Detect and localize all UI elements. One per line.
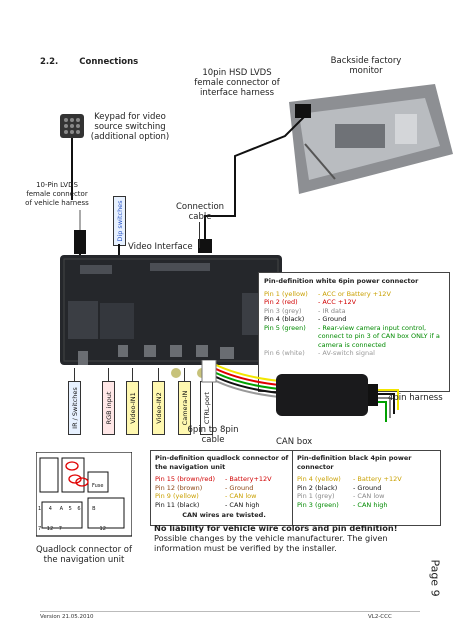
- pin-row: [264, 349, 444, 358]
- pin-description: - Ground: [225, 483, 254, 492]
- pin-description: - CAN low: [353, 492, 385, 500]
- footer-doc: VL2-CCC: [368, 614, 392, 620]
- pin-label: Pin 1 (yellow): [264, 289, 308, 298]
- pin-label: Pin 2 (black): [297, 483, 338, 492]
- liability-note: [154, 523, 414, 553]
- pin-description: - CAN high: [353, 500, 388, 509]
- pin-row: [155, 492, 293, 501]
- pin-label: Pin 11 (black): [155, 500, 200, 509]
- pin-row: [155, 501, 293, 510]
- quadlock-pin-title: Pin-definition quadlock connector of the navigation unit: [155, 454, 289, 471]
- port-label-line: [158, 368, 159, 381]
- dip-switches-label: Dip switches: [113, 196, 126, 246]
- port-label-line: [184, 368, 185, 381]
- pin-description: - Rear-view camera input control, connect to pin 3 of CAN box ONLY if a camera is connected: [318, 323, 440, 349]
- pin-description: - Battery +12V: [353, 475, 402, 483]
- port-label-line: [74, 368, 75, 381]
- quadlock-pin-numbers: 1 4 A 5 6 B: [38, 506, 96, 512]
- section-title: Connections: [79, 57, 139, 67]
- pin-label: Pin 15 (brown/red): [155, 475, 216, 483]
- pin-label: Pin 2 (red): [264, 298, 298, 306]
- port-label: [126, 381, 139, 435]
- port-label-text: RGB input: [104, 391, 113, 425]
- hsd-connector-label: 10pin HSD LVDS female connector of interface harness: [194, 68, 280, 98]
- port-label-text: CTRL-port: [202, 391, 211, 425]
- pin-label: Pin 1 (grey): [297, 492, 335, 500]
- port-label: [68, 381, 81, 435]
- pin-description: - ACC or Battery +12V: [318, 289, 391, 298]
- hsd-cable: [195, 96, 315, 256]
- port-label: [102, 381, 115, 435]
- video-interface-label: Video Interface: [128, 242, 193, 252]
- port-label-line: [132, 368, 133, 381]
- footer-rule: [40, 611, 420, 612]
- pin-description: - CAN low: [225, 492, 257, 500]
- pin-description: - CAN high: [225, 500, 260, 509]
- port-label-text: Video-IN2: [154, 392, 163, 424]
- liability-title: No liability for vehicle wire colors and pin definition!: [154, 523, 398, 533]
- section-heading: [40, 57, 156, 67]
- port-label-line: [108, 368, 109, 381]
- pin-row: [297, 475, 436, 484]
- port-label-text: IR / Switches: [70, 387, 79, 429]
- 6pin-cable-label: 6pin to 8pin cable: [187, 425, 239, 445]
- pin-row: [297, 501, 436, 510]
- lvds10-label: 10-Pin LVDS female connector of vehicle harness: [25, 181, 89, 207]
- pin-row: [264, 290, 444, 299]
- liability-text: Possible changes by the vehicle manufacturer. The given information must be verified by the installer.: [154, 533, 388, 553]
- can-box-label: CAN box: [276, 437, 313, 447]
- pin-label: Pin 4 (yellow): [297, 475, 341, 483]
- pin-row: [264, 315, 444, 324]
- connection-cable-line: [199, 222, 200, 248]
- pin-description: - ACC +12V: [318, 298, 357, 306]
- pin-description: - Ground: [318, 315, 347, 323]
- power-6pin-title: Pin-definition white 6pin power connector: [264, 277, 419, 285]
- pin-label: Pin 3 (green): [297, 500, 339, 509]
- pin-label: Pin 4 (black): [264, 315, 305, 323]
- black-4pin-rows: [297, 475, 436, 509]
- pin-row: [297, 492, 436, 501]
- pin-row: [264, 324, 444, 350]
- black-4pin-box: [292, 450, 441, 526]
- pin-row: [155, 475, 293, 484]
- can-twisted-note: CAN wires are twisted.: [182, 511, 266, 519]
- port-label-text: Video-IN1: [128, 392, 137, 424]
- pin-description: - Ground: [353, 483, 382, 492]
- pin-description: - Battery+12V: [225, 475, 272, 483]
- footer-version: Version 21.05.2010: [40, 614, 94, 620]
- quadlock-pin-rows: [155, 475, 293, 509]
- pin-label: Pin 6 (white): [264, 349, 305, 357]
- quadlock-label: Quadlock connector of the navigation unit: [35, 545, 132, 565]
- power-6pin-rows: [264, 290, 444, 358]
- monitor-label: Backside factory monitor: [330, 56, 402, 76]
- pin-label: Pin 9 (yellow): [155, 492, 199, 500]
- black-4pin-title: Pin-definition black 4pin power connector: [297, 454, 412, 471]
- pin-description: - IR data: [318, 306, 346, 315]
- quadlock-pin-numbers-bottom: 7 12 7 12: [38, 526, 106, 532]
- keypad-label: Keypad for video source switching (additional option): [90, 112, 170, 142]
- pin-row: [297, 484, 436, 493]
- connection-cable-label: Connection cable: [175, 202, 225, 222]
- pin-row: [155, 484, 293, 493]
- port-label: [152, 381, 165, 435]
- pin-row: [264, 307, 444, 316]
- pin-label: Pin 5 (green): [264, 323, 306, 332]
- pin-row: [264, 298, 444, 307]
- port-label-text: Camera-IN: [180, 390, 189, 426]
- pin-description: - AV-switch signal: [318, 349, 375, 357]
- quadlock-pin-box: [150, 450, 298, 526]
- pin-label: Pin 3 (grey): [264, 306, 302, 315]
- svg-text:Fuse: Fuse: [92, 483, 104, 489]
- pin-label: Pin 12 (brown): [155, 483, 203, 492]
- page-number: Page 9: [428, 559, 442, 597]
- section-number: 2.2.: [40, 57, 59, 67]
- 4pin-harness-label: 4pin harness: [388, 393, 443, 403]
